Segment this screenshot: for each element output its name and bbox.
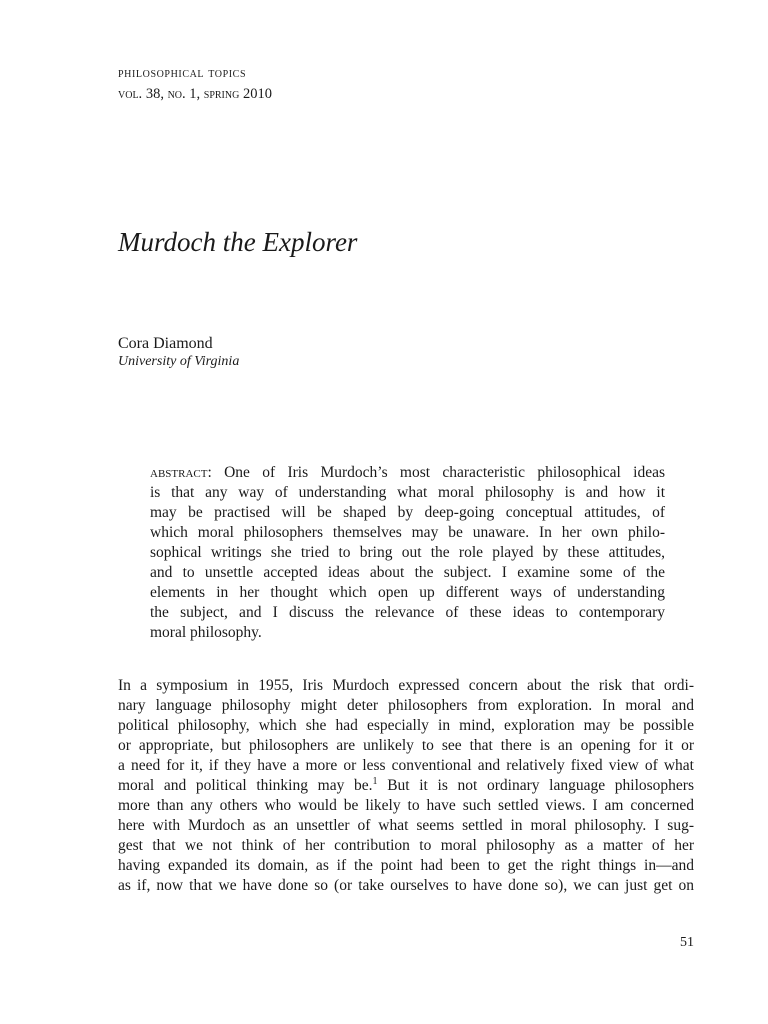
body-line-text: moral and political thinking may be.	[118, 777, 373, 794]
page-number: 51	[680, 935, 694, 950]
body-line: gest that we not think of her contribution to moral philosophy as a matter of her	[118, 837, 694, 854]
footnote-marker[interactable]: 1	[372, 775, 378, 787]
author-name: Cora Diamond	[118, 335, 213, 352]
issue-number: 1,	[189, 86, 201, 102]
abstract-line: is that any way of understanding what moral philosophy is and how it	[150, 484, 665, 501]
issue-year: 2010	[242, 86, 272, 102]
journal-issue	[118, 84, 272, 104]
abstract-label: abstract:	[150, 464, 212, 481]
body-line: In a symposium in 1955, Iris Murdoch expressed concern about the risk that ordi-	[118, 677, 694, 694]
abstract-line: may be practised will be shaped by deep-going conceptual attitudes, of	[150, 504, 665, 521]
abstract-line-text: One of Iris Murdoch’s most characteristic philosophical ideas	[224, 464, 665, 481]
abstract-line: elements in her thought which open up different ways of understanding	[150, 584, 665, 601]
body-line: here with Murdoch as an unsettler of what seems settled in moral philosophy. I sug-	[118, 817, 694, 834]
body-line: or appropriate, but philosophers are unlikely to see that there is an opening for it or	[118, 737, 694, 754]
journal-name: philosophical topics	[118, 66, 247, 81]
abstract-line: sophical writings she tried to bring out the role played by these attitudes,	[150, 544, 665, 561]
body-line: having expanded its domain, as if the point had been to get the right things in—and	[118, 857, 694, 874]
abstract	[150, 463, 665, 643]
body-line: political philosophy, which she had especially in mind, exploration may be possible	[118, 717, 694, 734]
author-affiliation: University of Virginia	[118, 354, 240, 369]
body-line: more than any others who would be likely to have such settled views. I am concerned	[118, 797, 694, 814]
abstract-line: which moral philosophers themselves may be unaware. In her own philo-	[150, 524, 665, 541]
body-line: as if, now that we have done so (or take ourselves to have done so), we can just get on	[118, 877, 694, 894]
volume-number: 38,	[145, 86, 164, 102]
journal-header	[118, 64, 272, 104]
abstract-line: moral philosophy.	[150, 624, 262, 641]
volume-label: vol.	[118, 86, 143, 102]
body-line: nary language philosophy might deter philosophers from exploration. In moral and	[118, 697, 694, 714]
issue-label: no.	[167, 86, 186, 102]
abstract-line	[150, 463, 665, 483]
article-title: Murdoch the Explorer	[118, 227, 358, 257]
issue-season: spring	[203, 86, 240, 102]
body-line	[118, 776, 694, 796]
body-line: a need for it, if they have a more or less conventional and relatively fixed view of what	[118, 757, 694, 774]
body-line-continuation: But it is not ordinary language philosophers	[387, 777, 695, 794]
abstract-line: and to unsettle accepted ideas about the subject. I examine some of the	[150, 564, 665, 581]
body-paragraph	[118, 676, 694, 896]
abstract-line: the subject, and I discuss the relevance of these ideas to contemporary	[150, 604, 665, 621]
